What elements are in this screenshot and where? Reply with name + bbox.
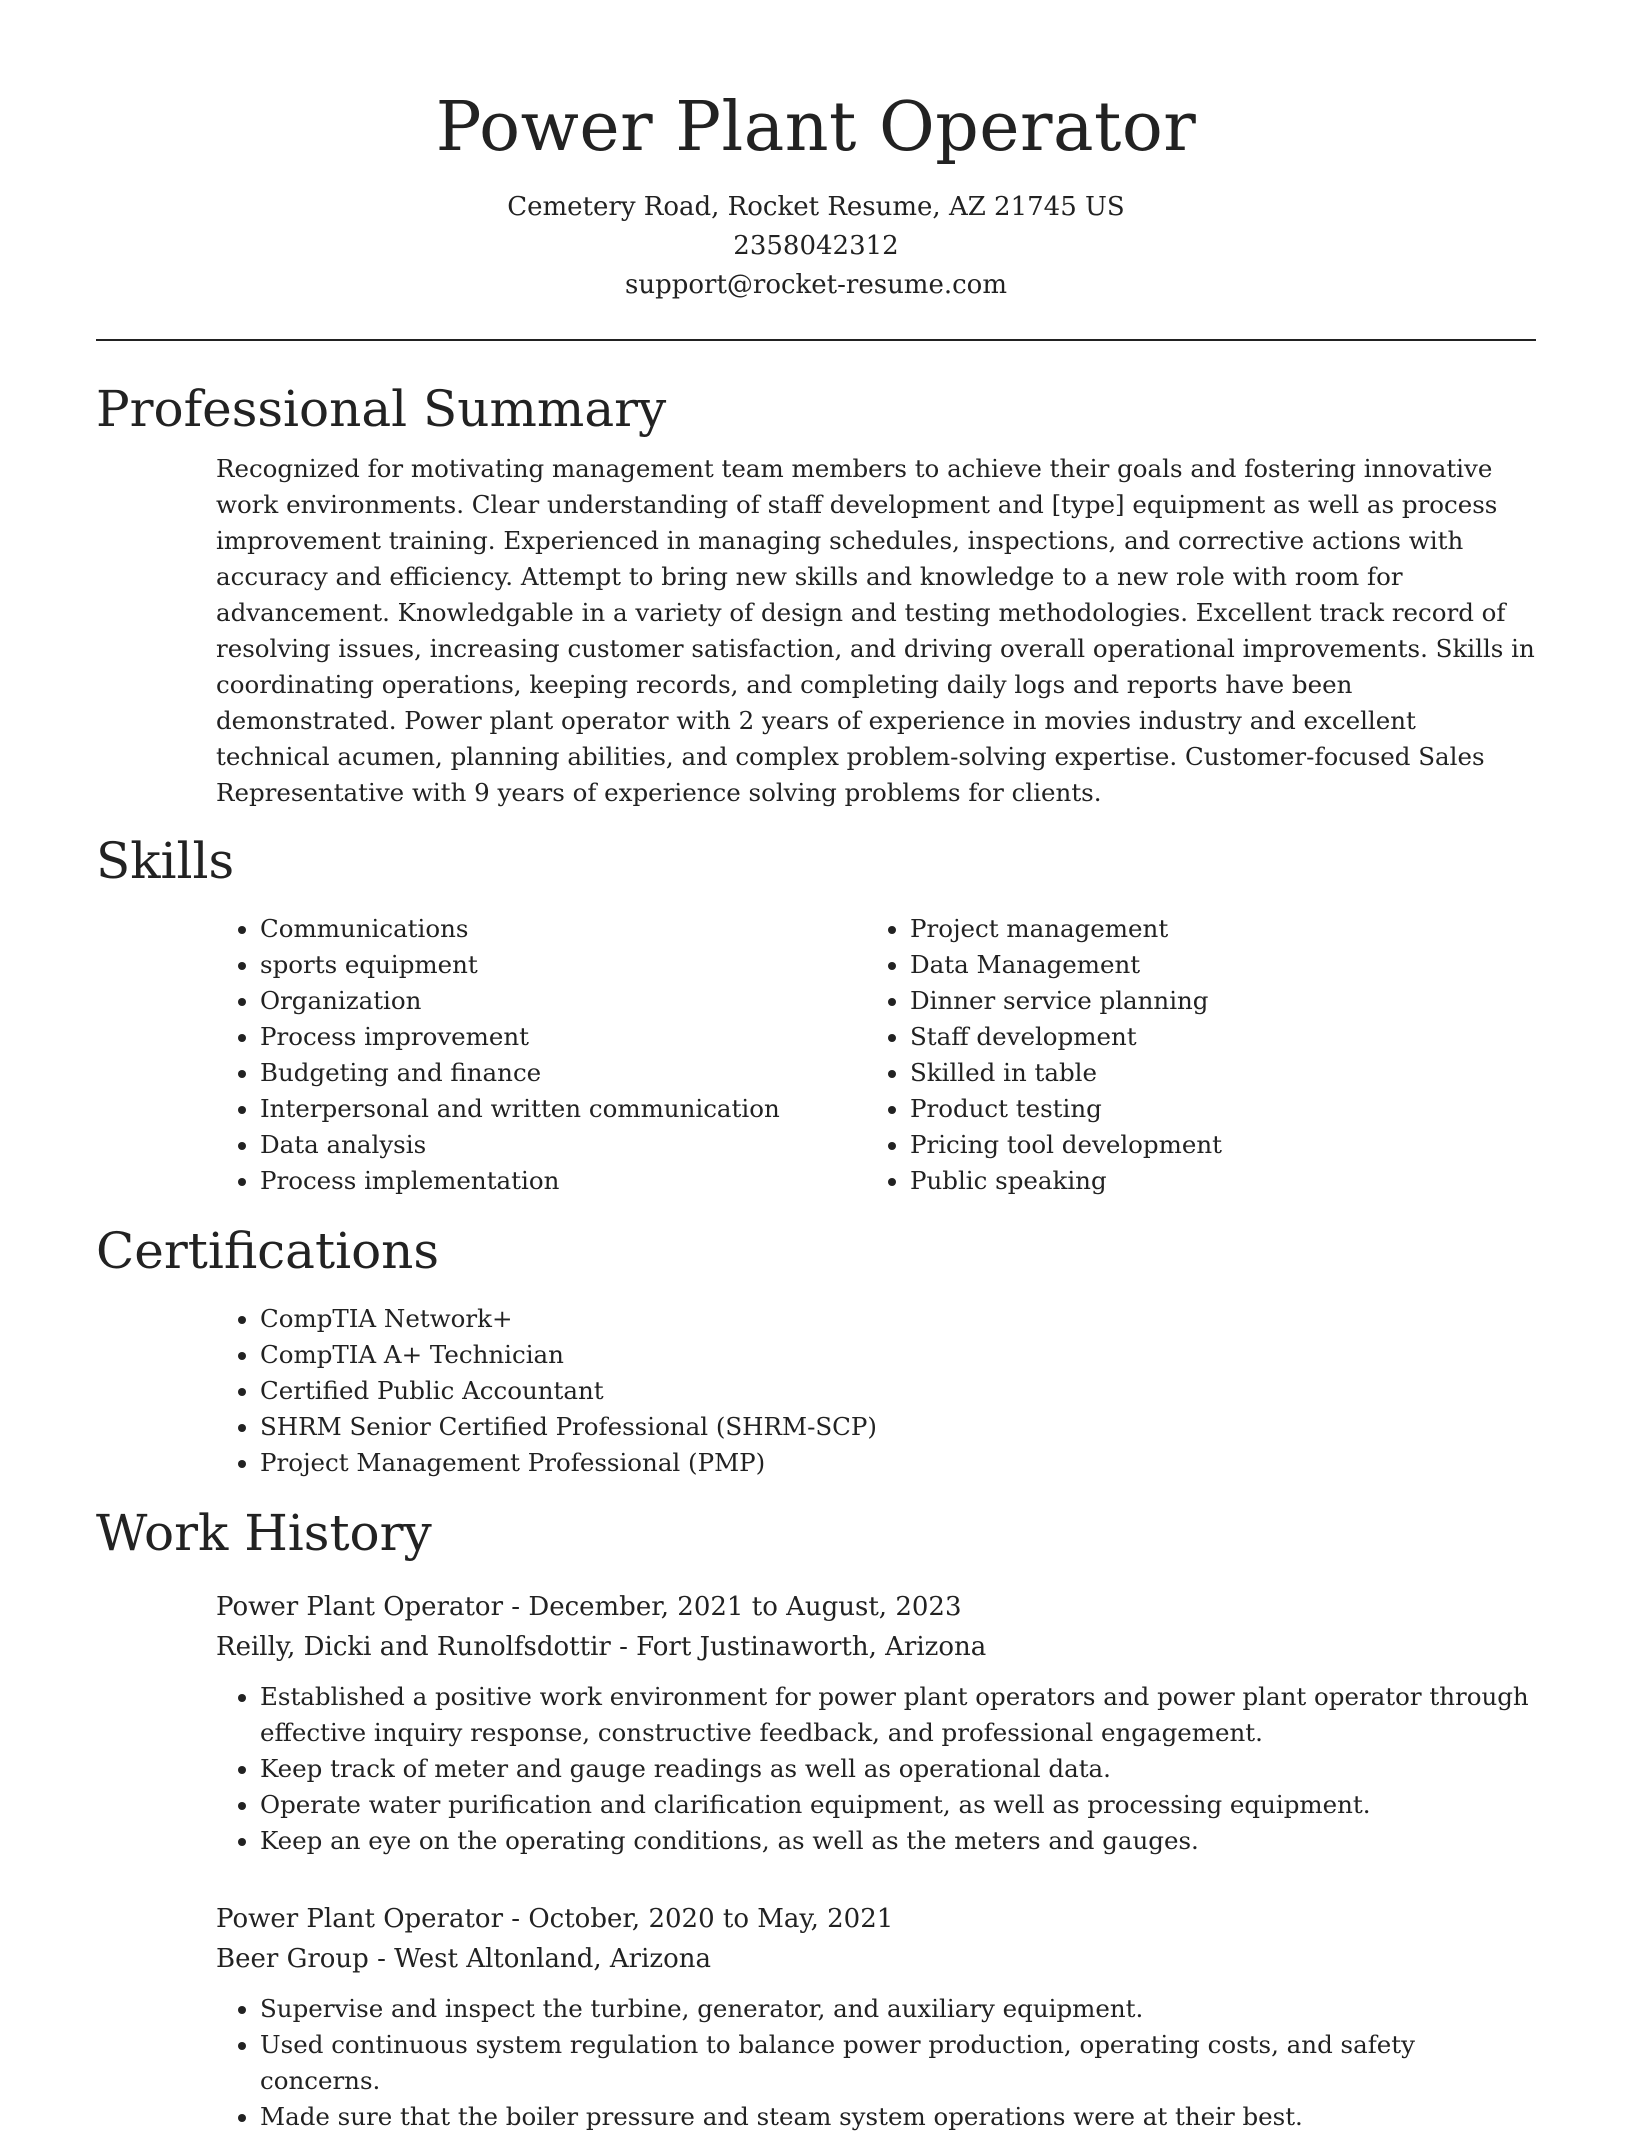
skill-item: • Process implementation (260, 1163, 866, 1199)
job-company-line (216, 1627, 1536, 1667)
summary-title: Professional Summary (96, 380, 667, 438)
job-bullet: • Established a positive work environment for power plant operators and power plant operator through effective inquiry response, constructive feedback, and professional engagement. (260, 1679, 1536, 1751)
certifications-title: Certifications (96, 1222, 440, 1280)
certifications-list (216, 1301, 1536, 1481)
job-bullets (216, 1991, 1536, 2135)
job-company-line (216, 1939, 1536, 1979)
skill-item: • Communications (260, 911, 866, 947)
job-company: Beer Group (216, 1944, 369, 1974)
skill-item: • Skilled in table (910, 1055, 1516, 1091)
skills-column-left (216, 911, 866, 1199)
certification-item: • CompTIA Network+ (260, 1301, 1536, 1337)
job-title-line (216, 1899, 1536, 1939)
skill-item: • Data analysis (260, 1127, 866, 1163)
job-role: Power Plant Operator (216, 1904, 504, 1934)
job-bullets (216, 1679, 1536, 1859)
skill-item: • Budgeting and finance (260, 1055, 866, 1091)
certification-item: • Certified Public Accountant (260, 1373, 1536, 1409)
job-separator: - (619, 1632, 637, 1662)
skills-section (96, 829, 1536, 1199)
skill-item: • Public speaking (910, 1163, 1516, 1199)
skill-item: • Dinner service planning (910, 983, 1516, 1019)
skills-list-right (866, 911, 1516, 1199)
skill-item: • Data Management (910, 947, 1516, 983)
job-entry (216, 1899, 1536, 2135)
job-company: Reilly, Dicki and Runolfsdottir (216, 1632, 611, 1662)
contact-phone: 2358042312 (733, 231, 899, 261)
job-bullet: • Supervise and inspect the turbine, generator, and auxiliary equipment. (260, 1991, 1536, 2027)
contact-block (96, 188, 1536, 305)
skill-item: • Staff development (910, 1019, 1516, 1055)
skills-grid (216, 911, 1536, 1199)
job-bullet: • Keep track of meter and gauge readings as well as operational data. (260, 1751, 1536, 1787)
job-role: Power Plant Operator (216, 1592, 504, 1622)
job-dates: October, 2020 to May, 2021 (528, 1904, 894, 1934)
resume-header (96, 0, 1536, 305)
summary-section (96, 377, 1536, 811)
skill-item: • Interpersonal and written communication (260, 1091, 866, 1127)
contact-address: Cemetery Road, Rocket Resume, AZ 21745 US (507, 192, 1125, 222)
skill-item: • sports equipment (260, 947, 866, 983)
skill-item: • Pricing tool development (910, 1127, 1516, 1163)
job-bullet: • Made sure that the boiler pressure and steam system operations were at their best. (260, 2099, 1536, 2135)
job-bullet: • Operate water purification and clarification equipment, as well as processing equipment. (260, 1787, 1536, 1823)
job-bullet: • Keep an eye on the operating conditions, as well as the meters and gauges. (260, 1823, 1536, 1859)
skills-title: Skills (96, 832, 235, 890)
contact-email: support@rocket-resume.com (624, 270, 1007, 300)
job-separator: - (511, 1904, 529, 1934)
job-dates: December, 2021 to August, 2023 (528, 1592, 962, 1622)
skill-item: • Project management (910, 911, 1516, 947)
work-history-title: Work History (96, 1504, 432, 1562)
job-title-line (216, 1587, 1536, 1627)
job-separator: - (511, 1592, 529, 1622)
work-history-section (96, 1501, 1536, 2135)
job-bullet: • Used continuous system regulation to balance power production, operating costs, and safety concerns. (260, 2027, 1536, 2099)
certification-item: • SHRM Senior Certified Professional (SHRM-SCP) (260, 1409, 1536, 1445)
skills-list-left (216, 911, 866, 1199)
header-divider (96, 339, 1536, 341)
job-location: Fort Justinaworth, Arizona (636, 1632, 987, 1662)
certifications-section (96, 1219, 1536, 1481)
skill-item: • Organization (260, 983, 866, 1019)
certification-item: • Project Management Professional (PMP) (260, 1445, 1536, 1481)
job-location: West Altonland, Arizona (394, 1944, 711, 1974)
job-separator: - (377, 1944, 395, 1974)
summary-text: Recognized for motivating management team members to achieve their goals and fostering innovative work environments. Clear understanding of staff development and [type] equipment as well as process improvement training. Experienced in managing schedules, inspections, and corrective actions with accuracy and efficiency. Attempt to bring new skills and knowledge to a new role with room for advancement. Knowledgable in a variety of design and testing methodologies. Excellent track record of resolving issues, increasing customer satisfaction, and driving overall operational improvements. Skills in coordinating operations, keeping records, and completing daily logs and reports have been demonstrated. Power plant operator with 2 years of experience in movies industry and excellent technical acumen, planning abilities, and complex problem-solving expertise. Customer-focused Sales Representative with 9 years of experience solving problems for clients. (216, 454, 1535, 807)
skills-column-right (866, 911, 1516, 1199)
job-entry (216, 1587, 1536, 1859)
certification-item: • CompTIA A+ Technician (260, 1337, 1536, 1373)
candidate-name: Power Plant Operator (435, 88, 1197, 167)
skill-item: • Process improvement (260, 1019, 866, 1055)
skill-item: • Product testing (910, 1091, 1516, 1127)
